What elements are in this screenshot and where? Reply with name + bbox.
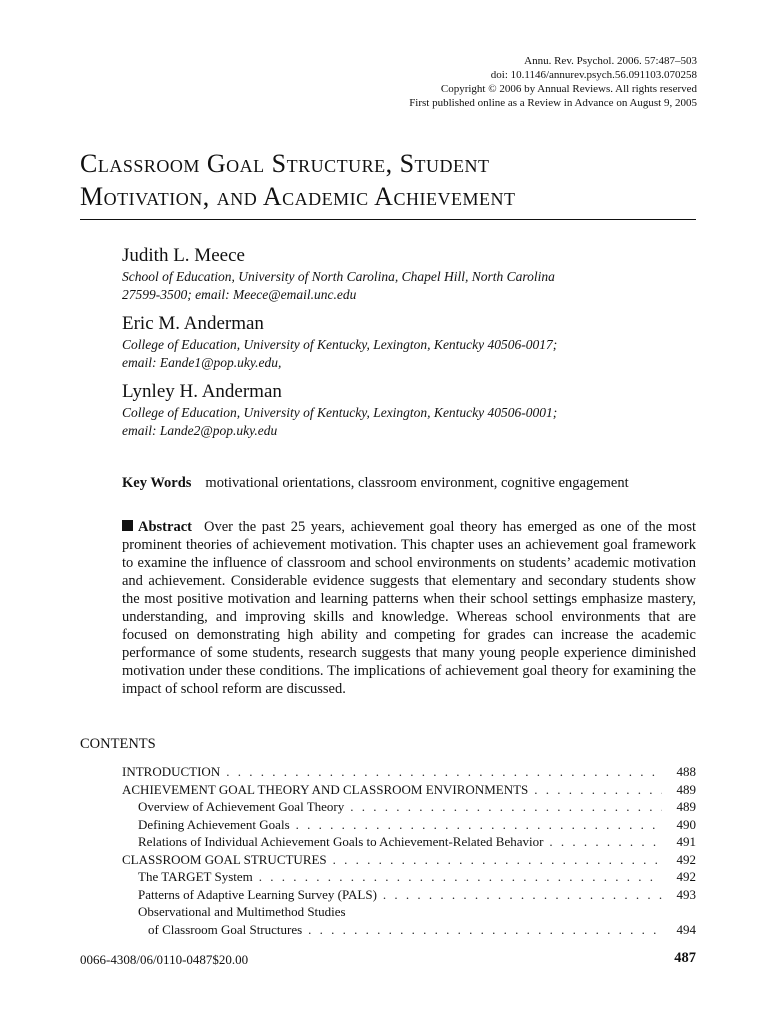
toc-entry-title: INTRODUCTION <box>122 764 221 779</box>
toc-entry <box>122 903 696 921</box>
contents-heading: CONTENTS <box>80 736 156 752</box>
toc-entry <box>122 763 696 781</box>
toc-leader-dots <box>350 798 662 816</box>
keywords-text: motivational orientations, classroom environment, cognitive engagement <box>205 475 629 491</box>
toc-leader-dots <box>308 921 662 939</box>
toc-entry <box>122 833 696 851</box>
author-name: Judith L. Meece <box>122 245 245 266</box>
toc-entry-page: 490 <box>676 816 696 832</box>
toc-entry <box>122 921 696 939</box>
title-line-2: Motivation, and Academic Achievement <box>80 182 516 211</box>
footer-code: 0066-4308/06/0110-0487$20.00 <box>80 952 249 967</box>
toc-entry <box>122 816 696 834</box>
toc-leader-dots <box>333 851 662 869</box>
author-name: Lynley H. Anderman <box>122 381 282 402</box>
toc-entry-title: Patterns of Adaptive Learning Survey (PALS) <box>138 886 377 902</box>
author-entry <box>122 244 702 304</box>
toc-entry-page: 493 <box>676 886 696 902</box>
author-entry <box>122 380 702 440</box>
author-entry <box>122 312 702 372</box>
article-header-meta <box>409 54 697 110</box>
toc-entry <box>122 798 696 816</box>
toc-entry <box>122 781 696 799</box>
toc-entry-page: 492 <box>676 869 696 884</box>
author-list <box>122 244 702 448</box>
toc-entry-title: Overview of Achievement Goal Theory <box>138 799 345 814</box>
square-bullet-icon <box>122 520 133 531</box>
toc-entry-page: 489 <box>676 781 696 797</box>
page-number: 487 <box>674 950 696 966</box>
author-name: Eric M. Anderman <box>122 313 264 334</box>
article-title <box>80 147 696 220</box>
toc-leader-dots <box>383 886 662 904</box>
toc-entry-title: CLASSROOM GOAL STRUCTURES <box>122 851 327 867</box>
published-line: First published online as a Review in Advance on August 9, 2005 <box>409 97 697 109</box>
abstract-text: Over the past 25 years, achievement goal theory has emerged as one of the most prominent theories of achievement motivation. This chapter uses an achievement goal framework to examine the influence of classroom and school environments on students’ academic motivation and achievement. Considerable evidence suggests that elementary and secondary students show the most positive motivation and learning patterns when their school settings emphasize mastery, understanding, and improving skills and knowledge. Whereas school environments that are focused on demonstrating high ability and competing for grades can increase the academic performance of some students, research suggests that many young people experience diminished motivation under these conditions. The implications of achievement goal theory for examining the impact of school reform are discussed. <box>122 519 696 697</box>
table-of-contents <box>122 763 696 938</box>
toc-leader-dots <box>534 781 662 799</box>
author-affiliation: School of Education, University of North Carolina, Chapel Hill, North Carolina <box>122 269 555 284</box>
author-affiliation: email: Lande2@pop.uky.edu <box>122 423 278 438</box>
toc-entry-page: 489 <box>676 799 696 814</box>
keywords-label: Key Words <box>122 475 192 491</box>
toc-entry-title: The TARGET System <box>138 869 253 884</box>
author-affiliation: College of Education, University of Kentucky, Lexington, Kentucky 40506-0001; <box>122 405 558 420</box>
toc-entry-title: ACHIEVEMENT GOAL THEORY AND CLASSROOM ENVIRONMENTS <box>122 781 529 797</box>
toc-entry-page: 492 <box>676 851 696 867</box>
toc-entry-page: 494 <box>676 921 696 937</box>
toc-entry <box>122 868 696 886</box>
toc-entry-title: Defining Achievement Goals <box>138 816 290 832</box>
toc-leader-dots <box>226 763 662 781</box>
doi-line: doi: 10.1146/annurev.psych.56.091103.070258 <box>490 69 697 81</box>
toc-leader-dots <box>549 833 662 851</box>
toc-entry-page: 491 <box>676 834 696 849</box>
toc-entry-title: of Classroom Goal Structures <box>148 921 303 937</box>
toc-leader-dots <box>259 868 662 886</box>
title-line-1: Classroom Goal Structure, Student <box>80 149 490 178</box>
journal-citation: Annu. Rev. Psychol. 2006. 57:487–503 <box>524 55 697 67</box>
author-affiliation: 27599-3500; email: Meece@email.unc.edu <box>122 287 357 302</box>
copyright-line: Copyright © 2006 by Annual Reviews. All rights reserved <box>440 83 697 95</box>
toc-entry-page: 488 <box>676 764 696 779</box>
toc-leader-dots <box>296 816 662 834</box>
toc-entry-title: Relations of Individual Achievement Goals to Achievement-Related Behavior <box>138 834 544 849</box>
author-affiliation: College of Education, University of Kentucky, Lexington, Kentucky 40506-0017; <box>122 337 558 352</box>
toc-entry <box>122 886 696 904</box>
author-affiliation: email: Eande1@pop.uky.edu, <box>122 355 282 370</box>
keywords <box>122 474 696 492</box>
toc-entry-title: Observational and Multimethod Studies <box>138 904 346 919</box>
abstract <box>122 518 696 698</box>
toc-entry <box>122 851 696 869</box>
abstract-label: Abstract <box>138 519 192 535</box>
